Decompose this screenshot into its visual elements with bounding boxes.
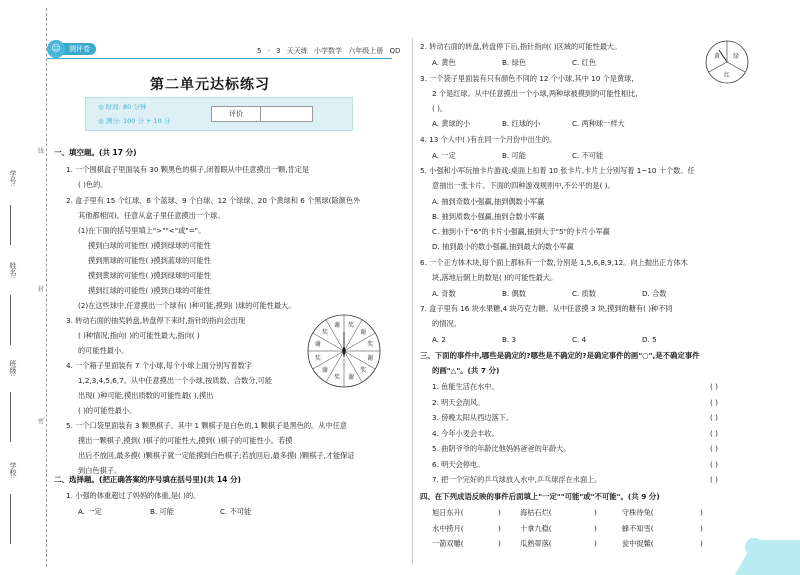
idiom-1-1: 旭日东升(: [432, 508, 464, 517]
section-1-line-9: 摸到红球的可能性( )摸到白球的可能性: [88, 286, 211, 295]
idiom-close-paren: ): [594, 539, 597, 548]
q2-3-line-1: 3. 一个袋子里面装有只有颜色不同的 12 个小球,其中 10 个是黄球,: [420, 74, 634, 83]
section-3-item-6: 6. 明天会停电。: [432, 459, 485, 469]
q2-2-text: 2. 转动右面的转盘,转盘停下后,指针指向( )区域的可能性最大。: [420, 42, 622, 51]
section-1-line-17: ( )的可能性最小。: [78, 406, 137, 415]
time-info: ◎ 时间: 80 分钟: [98, 103, 147, 111]
q2-5-option-c: C. 抽到小于"6"的卡片小强赢,抽到大于"5"的卡片小军赢: [432, 227, 610, 236]
section-1-line-19: 摸出一颗棋子,摸到( )棋子的可能性大,摸到( )棋子的可能性小。若摸: [78, 436, 293, 445]
section-1-line-16: 出现( )种可能,摸出质数的可能性最( ),摸出: [78, 391, 214, 400]
wheel-label: 谢: [347, 374, 355, 382]
q2-4-option-b: B. 可能: [502, 151, 526, 160]
dial-yellow-label: 黄: [714, 53, 721, 60]
section-1-line-7: 摸到黑球的可能性( )摸到蓝球的可能性: [88, 256, 211, 265]
q2-6-option-d: D. 合数: [642, 289, 667, 298]
dial-red-label: 红: [724, 72, 731, 79]
q2-3-option-c: C. 两种球一样大: [572, 119, 625, 128]
q2-1-text: 1. 小强的体重超过了妈妈的体重,是( )的。: [66, 491, 201, 500]
q2-3-option-b: B. 红球的小: [502, 119, 541, 128]
section-3-item-2: 2. 明天会刮风。: [432, 397, 485, 407]
wheel-label: 谢: [367, 354, 374, 362]
wheel-label: 奖: [321, 328, 328, 336]
section-3-heading: 三、下面的事件中,哪些是确定的?哪些是不确定的?是确定事件的画"○",是不确定事件: [420, 351, 700, 360]
idiom-2-3: 蜂不知雪(: [622, 523, 654, 533]
idiom-close-paren: ): [594, 508, 597, 517]
dial-green-label: 绿: [733, 53, 740, 60]
wheel-label: 谢: [321, 367, 328, 375]
idiom-close-paren: ): [498, 539, 501, 548]
section-1-line-3: 2. 盒子里有 15 个红球、6 个蓝球、9 个白球、12 个绿球、20 个黄球和 6 个黑球(除颜色外: [66, 196, 361, 205]
section-1-line-18: 5. 一个口袋里面装有 3 颗黑棋子、其中 1 颗棋子是白色的,1 颗棋子是黑色的。从中任意: [66, 421, 347, 430]
q2-2-option-b: B. 绿色: [502, 58, 526, 67]
section-3-answer-paren: ( ): [710, 475, 718, 484]
name-line: [10, 295, 11, 345]
idiom-3-2: 瓜熟蒂落(: [520, 539, 552, 548]
school-line: [10, 494, 11, 544]
evaluation-box: [261, 106, 313, 122]
score-info: ◎ 满分: 100 分 + 10 分: [98, 117, 171, 125]
section-1-line-11: 3. 转动右面的抽奖转盘,转盘停下来时,指针的指向会出现: [66, 316, 246, 325]
section-3-answer-paren: ( ): [710, 413, 718, 422]
section-1-line-1: 1. 一个围棋盒子里面装有 30 颗黑色的棋子,闭着眼从中任意摸出一颗,肯定是: [66, 165, 310, 174]
school-label: 学校:: [9, 462, 17, 479]
idiom-2-1: 水中捞月(: [432, 523, 464, 533]
wheel-label: 奖: [314, 354, 321, 362]
q2-1-option-b: B. 可能: [150, 507, 174, 516]
q2-1-option-c: C. 不可能: [220, 507, 252, 516]
q2-6-option-b: B. 偶数: [502, 289, 526, 298]
section-1-line-14: 4. 一个箱子里面装有 7 个小球,每个小球上面分别写着数字: [66, 361, 252, 370]
info-box: [85, 97, 353, 131]
wheel-label: 谢: [314, 341, 321, 349]
wheel-label: 奖: [367, 341, 374, 349]
section-3-answer-paren: ( ): [710, 397, 718, 407]
q2-5-line-1: 5. 小强和小军玩抽卡片游戏:桌面上扣着 10 张卡片,卡片上分别写着 1~10 十个数。任: [420, 166, 695, 175]
student-number-line: [10, 205, 11, 245]
name-label: 姓名:: [9, 262, 17, 279]
idiom-3-1: 一箭双雕(: [432, 539, 464, 548]
idiom-close-paren: ): [700, 523, 703, 533]
page-title: 第二单元达标练习: [150, 77, 270, 93]
section-3-answer-paren: ( ): [710, 459, 718, 469]
section-4-heading: 四、在下列成语反映的事件后面填上"一定""可能"或"不可能"。(共 9 分): [420, 492, 660, 501]
q2-3-line-2: 2 个是红球。从中任意摸出一个小球,两种球被摸到的可能性相比,: [432, 89, 638, 98]
q2-7-option-b: B. 3: [502, 335, 517, 344]
prize-wheel: [305, 312, 383, 390]
section-3-item-1: 1. 鱼能生活在水中。: [432, 382, 499, 391]
q2-6-option-a: A. 奇数: [432, 289, 456, 298]
section-1-heading: 一、填空题。(共 17 分): [54, 148, 137, 157]
q2-7-option-c: C. 4: [572, 335, 587, 344]
margin-tick-seal: 封: [38, 286, 45, 293]
idiom-close-paren: ): [700, 539, 703, 548]
section-2-heading: 二、选择题。(把正确答案的序号填在括号里)(共 14 分): [54, 475, 241, 484]
q2-2-option-c: C. 红色: [572, 58, 596, 67]
section-1-line-5: (1)在下面的括号里填上">""<"或"="。: [78, 226, 206, 235]
evaluation-label: 评价: [211, 106, 261, 122]
q2-2-option-a: A. 黄色: [432, 58, 456, 67]
section-1-line-10: (2)在这些球中,任意摸出一个球有( )种可能,摸到( )球的可能性最大。: [78, 301, 296, 310]
idiom-3-3: 瓮中捉鳖(: [622, 539, 654, 548]
q2-3-option-a: A. 黄球的小: [432, 119, 471, 128]
q2-6-option-c: C. 质数: [572, 289, 596, 298]
section-3-item-7: 7. 把一个完好的乒乓球放入水中,乒乓球浮在水面上。: [432, 475, 602, 484]
q2-5-option-b: B. 抽到质数小强赢,抽到合数小军赢: [432, 212, 545, 221]
q2-7-option-a: A. 2: [432, 335, 446, 344]
section-1-line-8: 摸到黄球的可能性( )摸到绿球的可能性: [88, 271, 211, 280]
q2-7-option-d: D. 5: [642, 335, 657, 344]
q2-6-line-2: 块,落地后朝上的数是( )的可能性最大。: [432, 273, 558, 282]
brand-logo: [47, 40, 121, 58]
section-3-item-5: 5. 曲阴爷爷的年龄比他妈妈爸爸的年龄大。: [432, 444, 571, 453]
q2-7-line-1: 7. 盒子里有 16 块水果糖,4 块巧克力糖。从中任意摸 3 块,摸到的糖有( )种不同: [420, 304, 673, 313]
q2-7-line-2: 的情况。: [432, 319, 461, 328]
idiom-close-paren: ): [498, 523, 501, 533]
section-1-line-15: 1,2,3,4,5,6,7。从中任意摸出一个小球,按质数、合数分,可能: [78, 376, 273, 385]
margin-tick-secret: 密: [38, 418, 45, 425]
idiom-close-paren: ): [594, 523, 597, 533]
q2-4-option-a: A. 一定: [432, 151, 456, 160]
q2-4-text: 4. 13 个人中( )有在同一个月份中出生的。: [420, 135, 557, 144]
q2-1-option-a: A. 一定: [78, 507, 102, 516]
class-line: [10, 392, 11, 442]
section-1-line-13: 的可能性最小。: [78, 346, 129, 355]
logo-text: 测评卷: [61, 43, 96, 55]
section-3-item-3: 3. 傍晚太阳从西边落下。: [432, 413, 514, 422]
binding-line: [46, 8, 47, 567]
section-1-line-4: 其他都相同)。任意从盒子里任意摸出一个球。: [78, 211, 225, 220]
q2-5-option-a: A. 抽到奇数小强赢,抽到偶数小军赢: [432, 197, 545, 206]
idiom-1-2: 海枯石烂(: [520, 508, 552, 517]
header-rule: [47, 58, 392, 59]
margin-tick-line: 线: [38, 148, 45, 155]
q2-5-option-d: D. 抽到最小的数小强赢,抽到最大的数小军赢: [432, 242, 574, 251]
section-3-item-4: 4. 今年小麦会丰收。: [432, 428, 499, 438]
idiom-1-3: 守株待兔(: [622, 508, 654, 517]
section-1-line-12: ( )种情况,指向( )的可能性最大,指向( ): [78, 331, 200, 340]
section-1-line-6: 摸到白球的可能性( )摸到绿球的可能性: [88, 241, 211, 250]
q2-4-option-c: C. 不可能: [572, 151, 604, 160]
section-1-line-21: 到白色棋子。: [78, 466, 122, 475]
q2-6-line-1: 6. 一个正方体木块,每个面上都标有一个数,分别是 1,5,6,8,9,12。向上抛出正方体木: [420, 258, 688, 267]
student-number-label: 学号:: [9, 170, 17, 187]
section-3-answer-paren: ( ): [710, 444, 718, 453]
section-3-answer-paren: ( ): [710, 382, 718, 391]
book-header: 5 · 3 天天练 小学数学 六年级上册 QD: [257, 47, 401, 55]
section-3-heading-2: 的画"△"。(共 7 分): [432, 366, 500, 375]
section-1-line-2: ( )色的。: [78, 180, 108, 189]
section-3-answer-paren: ( ): [710, 428, 718, 438]
idiom-close-paren: ): [498, 508, 501, 517]
face-icon: ☺: [47, 40, 65, 58]
idiom-close-paren: ): [700, 508, 703, 517]
class-label: 班级:: [9, 360, 17, 377]
wheel-label: 谢: [360, 328, 367, 336]
page-number-badge: [745, 538, 763, 556]
wheel-label: 奖: [360, 367, 367, 375]
wheel-label: 奖: [334, 374, 341, 382]
q2-3-line-3: ( )。: [432, 104, 448, 113]
q2-5-line-2: 意抽出一张卡片。下面的四种游戏规则中,不公平的是( )。: [432, 181, 615, 190]
idiom-2-2: 十拿九稳(: [520, 523, 552, 533]
column-divider: [412, 38, 413, 565]
section-1-line-20: 出后不放回,最多摸( )颗棋子就一定能摸到白色棋子;若放回后,最多摸( )颗棋子,才能保证: [78, 451, 355, 460]
color-dial: [703, 38, 751, 86]
wheel-label: 谢: [334, 321, 341, 329]
wheel-label: 奖: [347, 321, 355, 329]
